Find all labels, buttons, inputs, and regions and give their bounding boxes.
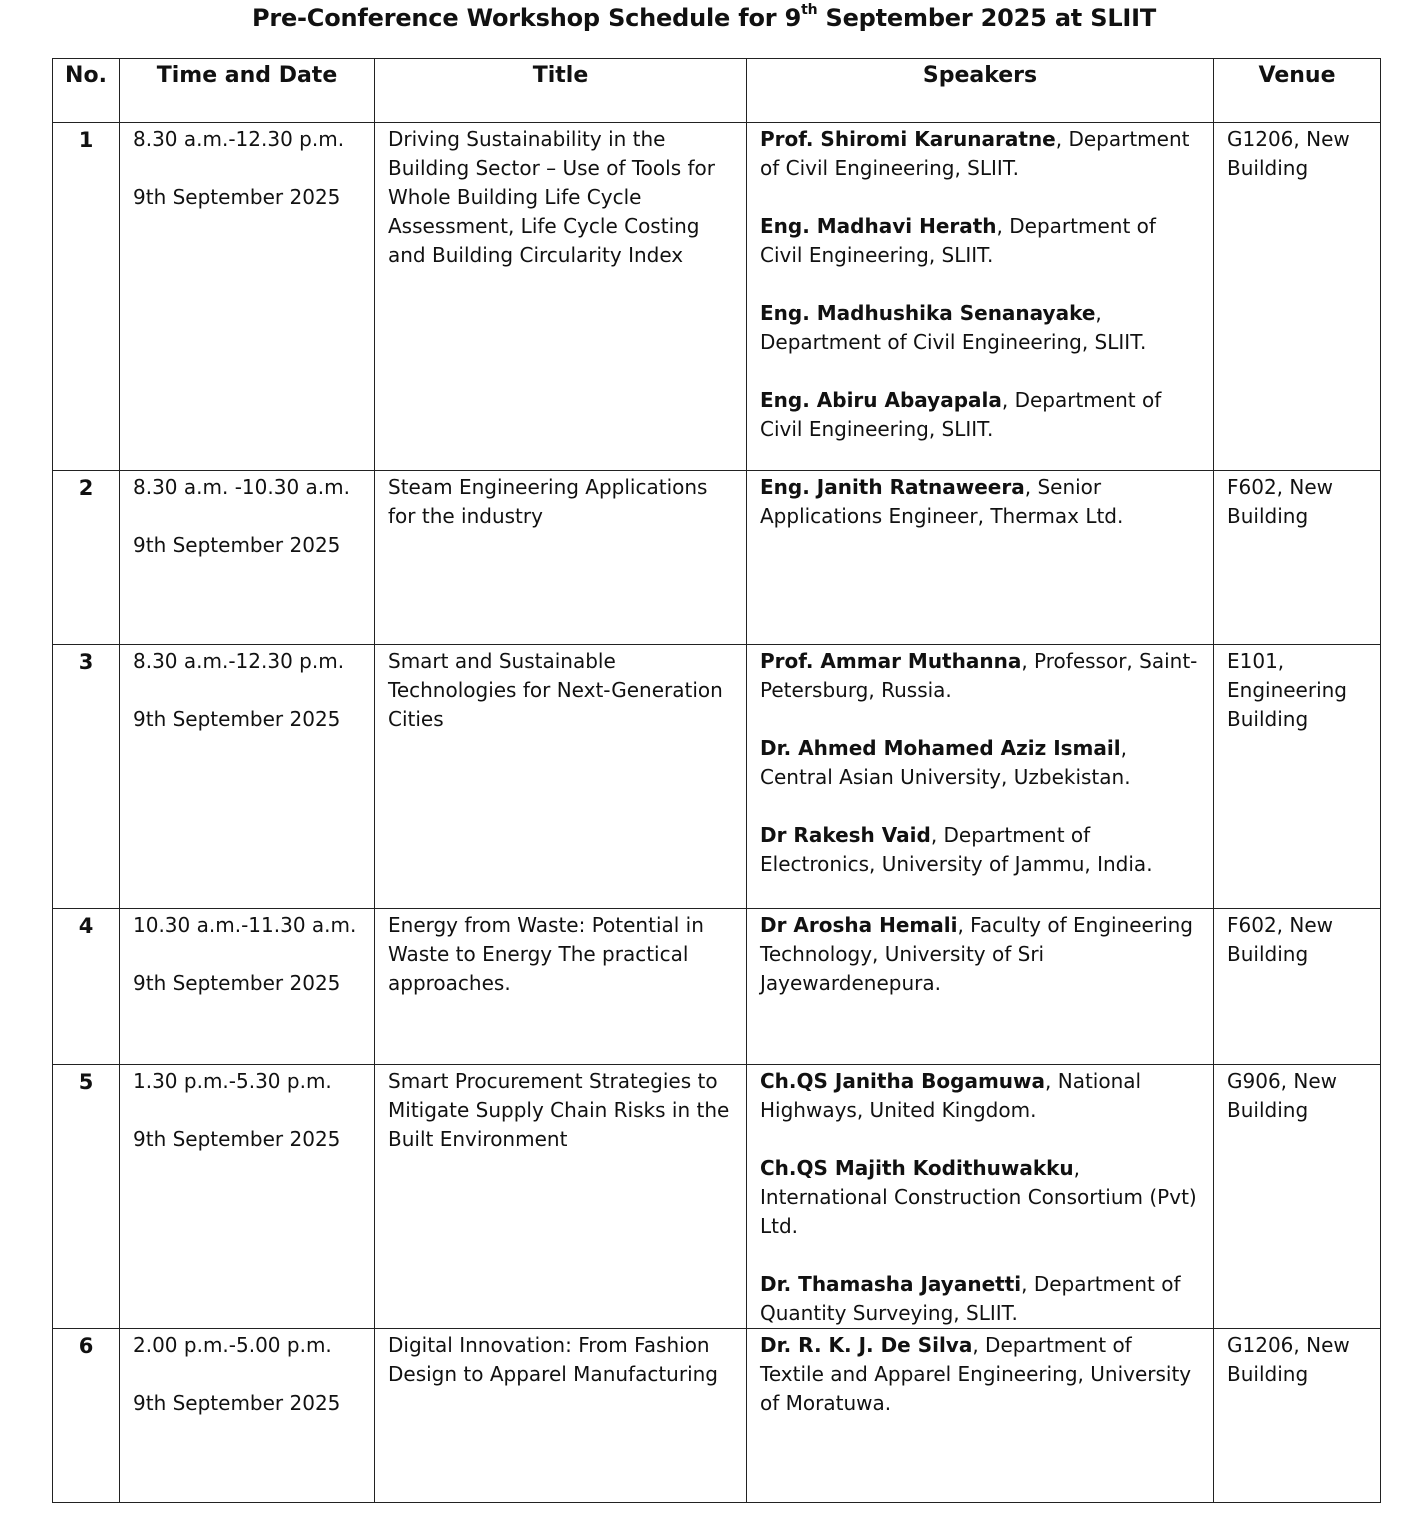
- speakers-cell: [747, 123, 1214, 471]
- speaker-entry: [760, 1067, 1201, 1125]
- speaker-name: Ch.QS Janitha Bogamuwa: [760, 1069, 1046, 1093]
- time-and-date-cell: [120, 1065, 375, 1329]
- header-venue: Venue: [1214, 59, 1381, 123]
- header-title: Title: [375, 59, 747, 123]
- session-date: 9th September 2025: [133, 1127, 341, 1151]
- venue-cell: F602, New Building: [1214, 909, 1381, 1065]
- session-date: 9th September 2025: [133, 707, 341, 731]
- speaker-name: Eng. Madhavi Herath: [760, 214, 997, 238]
- speaker-affiliation: , Department of Quantity Surveying, SLIIT.: [760, 1272, 1181, 1325]
- speaker-name: Eng. Janith Ratnaweera: [760, 475, 1025, 499]
- workshop-title: Smart Procurement Strategies to Mitigate Supply Chain Risks in the Built Environment: [375, 1065, 747, 1329]
- row-number: 1: [53, 123, 120, 471]
- session-time: 2.00 p.m.-5.00 p.m.: [133, 1333, 332, 1357]
- speaker-entry: [760, 821, 1201, 879]
- speaker-affiliation: , Department of Civil Engineering, SLIIT.: [760, 127, 1190, 180]
- table-row: [53, 1065, 1381, 1329]
- session-date: 9th September 2025: [133, 971, 341, 995]
- speaker-entry: [760, 1270, 1201, 1328]
- workshop-title: Energy from Waste: Potential in Waste to Energy The practical approaches.: [375, 909, 747, 1065]
- speaker-affiliation: , Professor, Saint-Petersburg, Russia.: [760, 649, 1198, 702]
- speaker-affiliation: , Department of Civil Engineering, SLIIT.: [760, 301, 1147, 354]
- row-number: 6: [53, 1329, 120, 1503]
- header-time-and-date: Time and Date: [120, 59, 375, 123]
- speaker-entry: [760, 1154, 1201, 1241]
- session-date: 9th September 2025: [133, 185, 341, 209]
- table-row: [53, 909, 1381, 1065]
- speaker-name: Dr. R. K. J. De Silva: [760, 1333, 973, 1357]
- speaker-name: Prof. Ammar Muthanna: [760, 649, 1022, 673]
- title-superscript: th: [801, 2, 818, 18]
- table-row: [53, 123, 1381, 471]
- header-no: No.: [53, 59, 120, 123]
- page-title: Pre-Conference Workshop Schedule for 9th September 2025 at SLIIT: [251, 2, 1157, 32]
- speaker-affiliation: , Department of Civil Engineering, SLIIT.: [760, 214, 1156, 267]
- speaker-name: Dr Arosha Hemali: [760, 913, 958, 937]
- time-and-date-cell: [120, 645, 375, 909]
- session-time: 8.30 a.m.-12.30 p.m.: [133, 127, 345, 151]
- time-and-date-cell: [120, 471, 375, 645]
- speakers-cell: [747, 1329, 1214, 1503]
- time-and-date-cell: [120, 909, 375, 1065]
- workshop-title: Driving Sustainability in the Building Sector – Use of Tools for Whole Building Life Cycle Assessment, Life Cycle Costing and Building Circularity Index: [375, 123, 747, 471]
- speaker-affiliation: , National Highways, United Kingdom.: [760, 1069, 1142, 1122]
- speakers-cell: [747, 645, 1214, 909]
- venue-cell: G906, New Building: [1214, 1065, 1381, 1329]
- workshop-title: Digital Innovation: From Fashion Design to Apparel Manufacturing: [375, 1329, 747, 1503]
- venue-cell: G1206, New Building: [1214, 123, 1381, 471]
- speaker-name: Ch.QS Majith Kodithuwakku: [760, 1156, 1074, 1180]
- speaker-name: Prof. Shiromi Karunaratne: [760, 127, 1056, 151]
- table-row: [53, 645, 1381, 909]
- venue-cell: G1206, New Building: [1214, 1329, 1381, 1503]
- table-row: [53, 1329, 1381, 1503]
- speaker-entry: [760, 734, 1201, 792]
- speaker-affiliation: , Department of Textile and Apparel Engineering, University of Moratuwa.: [760, 1333, 1192, 1415]
- session-date: 9th September 2025: [133, 1391, 341, 1415]
- speaker-affiliation: , Department of Civil Engineering, SLIIT.: [760, 388, 1162, 441]
- speakers-cell: [747, 909, 1214, 1065]
- table-row: [53, 471, 1381, 645]
- session-date: 9th September 2025: [133, 533, 341, 557]
- speaker-name: Dr. Thamasha Jayanetti: [760, 1272, 1022, 1296]
- speaker-entry: [760, 212, 1201, 270]
- speaker-entry: [760, 1331, 1201, 1418]
- workshop-title: Steam Engineering Applications for the industry: [375, 471, 747, 645]
- header-speakers: Speakers: [747, 59, 1214, 123]
- session-time: 10.30 a.m.-11.30 a.m.: [133, 913, 357, 937]
- speaker-entry: [760, 911, 1201, 998]
- workshop-schedule-table: [52, 58, 1381, 1503]
- speaker-name: Eng. Abiru Abayapala: [760, 388, 1002, 412]
- speaker-name: Eng. Madhushika Senanayake: [760, 301, 1096, 325]
- speaker-entry: [760, 386, 1201, 444]
- speaker-affiliation: , International Construction Consortium (Pvt) Ltd.: [760, 1156, 1197, 1238]
- speakers-cell: [747, 1065, 1214, 1329]
- speaker-name: Dr. Ahmed Mohamed Aziz Ismail: [760, 736, 1121, 760]
- venue-cell: F602, New Building: [1214, 471, 1381, 645]
- row-number: 2: [53, 471, 120, 645]
- session-time: 8.30 a.m.-12.30 p.m.: [133, 649, 345, 673]
- speaker-affiliation: , Department of Electronics, University of Jammu, India.: [760, 823, 1153, 876]
- speaker-entry: [760, 125, 1201, 183]
- row-number: 4: [53, 909, 120, 1065]
- venue-cell: E101, Engineering Building: [1214, 645, 1381, 909]
- speaker-affiliation: , Faculty of Engineering Technology, University of Sri Jayewardenepura.: [760, 913, 1194, 995]
- speakers-cell: [747, 471, 1214, 645]
- workshop-title: Smart and Sustainable Technologies for Next-Generation Cities: [375, 645, 747, 909]
- speaker-name: Dr Rakesh Vaid: [760, 823, 931, 847]
- speaker-entry: [760, 473, 1201, 531]
- time-and-date-cell: [120, 1329, 375, 1503]
- row-number: 3: [53, 645, 120, 909]
- header-row: [53, 59, 1381, 123]
- session-time: 1.30 p.m.-5.30 p.m.: [133, 1069, 332, 1093]
- session-time: 8.30 a.m. -10.30 a.m.: [133, 475, 350, 499]
- time-and-date-cell: [120, 123, 375, 471]
- row-number: 5: [53, 1065, 120, 1329]
- speaker-entry: [760, 299, 1201, 357]
- speaker-affiliation: , Central Asian University, Uzbekistan.: [760, 736, 1131, 789]
- speaker-affiliation: , Senior Applications Engineer, Thermax Ltd.: [760, 475, 1124, 528]
- speaker-entry: [760, 647, 1201, 705]
